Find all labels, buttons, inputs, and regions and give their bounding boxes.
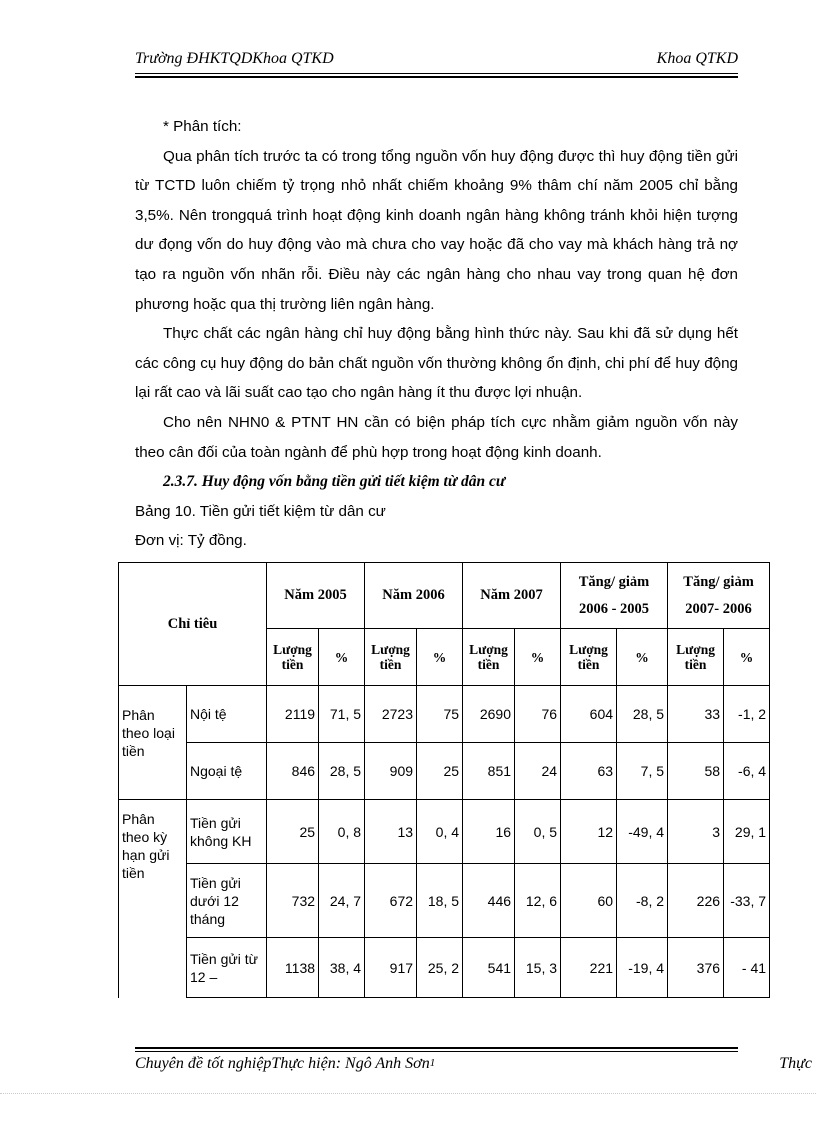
cell-pct-2007: 76 [515, 686, 561, 743]
cell-pct-2006: 0, 4 [417, 800, 463, 864]
cell-amount-2005: 732 [267, 864, 319, 938]
header-change-2007-2006: Tăng/ giảm 2007- 2006 [668, 563, 770, 629]
subheader-amount: Lượng tiền [365, 629, 417, 686]
cell-amount-2006: 672 [365, 864, 417, 938]
cell-change-pct-2: -6, 4 [724, 743, 770, 800]
cell-pct-2006: 18, 5 [417, 864, 463, 938]
cell-pct-2005: 28, 5 [319, 743, 365, 800]
header-left: Trường ĐHKTQDKhoa QTKD [135, 50, 334, 67]
paragraph-3: Cho nên NHN0 & PTNT HN cần có biện pháp tích cực nhằm giảm nguồn vốn này theo cân đối của toàn ngành để phù hợp trong hoạt động kinh doanh. [135, 413, 738, 461]
table-row [119, 686, 770, 743]
cell-change-amount-2: 376 [668, 938, 724, 998]
cell-amount-2006: 909 [365, 743, 417, 800]
cell-change-amount-2: 3 [668, 800, 724, 864]
cell-pct-2007: 15, 3 [515, 938, 561, 998]
cell-amount-2007: 541 [463, 938, 515, 998]
cell-amount-2007: 2690 [463, 686, 515, 743]
cell-change-amount-2: 58 [668, 743, 724, 800]
cell-change-pct-2: -33, 7 [724, 864, 770, 938]
cell-pct-2006: 25, 2 [417, 938, 463, 998]
paragraph-1: Qua phân tích trước ta có trong tổng nguồn vốn huy động được thì huy động tiền gửi từ TCTD luôn chiếm tỷ trọng nhỏ nhất chiếm khoảng 9% thâm chí năm 2005 chỉ bằng 3,5%. Nên trongquá trình hoạt động kinh doanh ngân hàng không tránh khỏi hiện tượng dư đọng vốn do huy động vào mà chưa cho vay hoặc đã cho vay mà khách hàng trả nợ tạo ra nguồn vốn nhãn rỗi. Điều này các ngân hàng cho nhau vay trong quan hệ đơn phương hoặc qua thị trường liên ngân hàng. [135, 147, 738, 313]
subheader-percent: % [617, 629, 668, 686]
cell-amount-2007: 16 [463, 800, 515, 864]
table-row [119, 743, 770, 800]
table-caption: Bảng 10. Tiền gửi tiết kiệm từ dân cư [135, 502, 386, 520]
subheader-amount: Lượng tiền [668, 629, 724, 686]
cell-pct-2005: 71, 5 [319, 686, 365, 743]
row-label: Tiền gửi không KH [187, 800, 267, 864]
cell-change-amount-2: 33 [668, 686, 724, 743]
header-year-2007: Năm 2007 [463, 563, 561, 629]
cell-change-pct-2: -1, 2 [724, 686, 770, 743]
header-right: Khoa QTKD [656, 50, 738, 67]
cell-pct-2005: 38, 4 [319, 938, 365, 998]
cell-pct-2007: 12, 6 [515, 864, 561, 938]
header-rule [135, 73, 738, 74]
cell-pct-2006: 75 [417, 686, 463, 743]
table-row [119, 864, 770, 938]
cell-amount-2006: 917 [365, 938, 417, 998]
table-row [119, 800, 770, 864]
table-header-row [119, 563, 770, 629]
section-title: 2.3.7. Huy động vốn bằng tiền gửi tiết kiệm từ dân cư [163, 473, 506, 491]
cell-change-pct-1: 28, 5 [617, 686, 668, 743]
cell-amount-2006: 2723 [365, 686, 417, 743]
header-rule-thick [135, 76, 738, 78]
cell-pct-2007: 0, 5 [515, 800, 561, 864]
page-bottom-edge [0, 1093, 816, 1094]
subheader-percent: % [319, 629, 365, 686]
subheader-percent: % [515, 629, 561, 686]
cell-amount-2006: 13 [365, 800, 417, 864]
cell-change-amount-1: 60 [561, 864, 617, 938]
page-number-marker: 1 [429, 1057, 436, 1069]
subheader-amount: Lượng tiền [463, 629, 515, 686]
row-label: Tiền gửi từ 12 – [187, 938, 267, 998]
header-indicator: Chỉ tiêu [119, 563, 267, 686]
row-label: Nội tệ [187, 686, 267, 743]
cell-pct-2005: 24, 7 [319, 864, 365, 938]
row-label: Ngoại tệ [187, 743, 267, 800]
subheader-percent: % [417, 629, 463, 686]
footer-author: Chuyên đề tốt nghiệpThực hiện: Ngô Anh Sơn [135, 1055, 430, 1072]
cell-change-pct-1: -8, 2 [617, 864, 668, 938]
cell-change-pct-2: - 41 [724, 938, 770, 998]
cell-change-amount-1: 63 [561, 743, 617, 800]
analysis-heading: * Phân tích: [163, 118, 242, 135]
cell-change-pct-1: -49, 4 [617, 800, 668, 864]
page-header [135, 48, 738, 72]
cell-pct-2005: 0, 8 [319, 800, 365, 864]
subheader-amount: Lượng tiền [561, 629, 617, 686]
cell-amount-2005: 846 [267, 743, 319, 800]
cell-amount-2007: 446 [463, 864, 515, 938]
footer-rule-thick [135, 1047, 738, 1049]
footer-right: Thực [779, 1055, 812, 1072]
cell-change-amount-1: 221 [561, 938, 617, 998]
table-row [119, 938, 770, 998]
header-year-2006: Năm 2006 [365, 563, 463, 629]
cell-pct-2007: 24 [515, 743, 561, 800]
cell-change-amount-1: 604 [561, 686, 617, 743]
footer-left [135, 1055, 435, 1073]
subheader-percent: % [724, 629, 770, 686]
cell-change-pct-1: -19, 4 [617, 938, 668, 998]
document-body [135, 112, 738, 556]
footer-rule [135, 1051, 738, 1052]
header-year-2005: Năm 2005 [267, 563, 365, 629]
cell-change-pct-1: 7, 5 [617, 743, 668, 800]
cell-change-amount-2: 226 [668, 864, 724, 938]
cell-amount-2005: 25 [267, 800, 319, 864]
group-by-term: Phân theo kỳ hạn gửi tiền [119, 800, 187, 998]
cell-pct-2006: 25 [417, 743, 463, 800]
cell-amount-2005: 1138 [267, 938, 319, 998]
savings-deposit-table [118, 562, 770, 998]
cell-change-amount-1: 12 [561, 800, 617, 864]
table-unit: Đơn vị: Tỷ đồng. [135, 532, 247, 550]
cell-amount-2005: 2119 [267, 686, 319, 743]
group-by-currency: Phân theo loại tiền [119, 686, 187, 800]
row-label: Tiền gửi dưới 12 tháng [187, 864, 267, 938]
paragraph-2: Thực chất các ngân hàng chỉ huy động bằng hình thức này. Sau khi đã sử dụng hết các công cụ huy động do bản chất nguồn vốn thường không ổn định, chi phí để huy động lại rất cao và lãi suất cao tạo cho ngân hàng ít thu được lợi nhuận. [135, 325, 738, 402]
cell-change-pct-2: 29, 1 [724, 800, 770, 864]
header-change-2006-2005: Tăng/ giảm 2006 - 2005 [561, 563, 668, 629]
cell-amount-2007: 851 [463, 743, 515, 800]
subheader-amount: Lượng tiền [267, 629, 319, 686]
